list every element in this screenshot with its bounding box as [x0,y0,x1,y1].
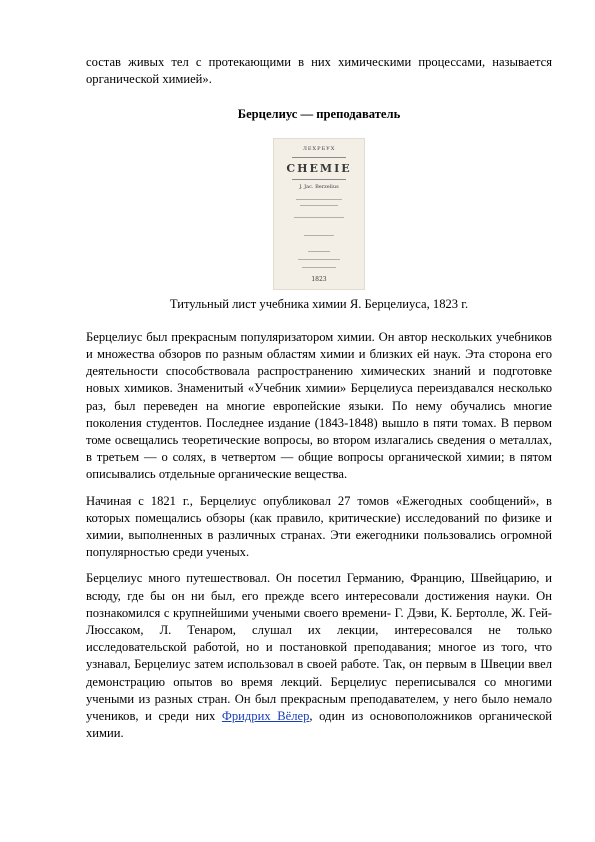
figure-title-small: ЛЕХРБУХ [302,145,336,152]
figure-text-line [308,251,330,252]
spacer [86,88,552,106]
figure-text-line [300,205,338,206]
figure-text-line [298,259,340,260]
paragraph-3-text: Берцелиус много путешествовал. Он посетил Германию, Францию, Швейцарию, и всюду, где бы он ни был, его прежде всего интересовали достижения науки. Он познакомился с крупнейшими учеными своего времени- Г. Дэви, К. Бертолле, Ж. Гей-Люссаком, Л. Тенаром, слушал их лекции, интересовался не только исследовательской работой, но и постановкой преподавания; многое из того, что узнавал, Берцелиус затем использовал в своей работе. Так, он первым в Швеции ввел демонстрацию опытов во время лекций. Берцелиус переписывался со многими учеными из разных стран. Он был прекрасным преподавателем, у него было немало учеников, и среди них [86,571,552,724]
figure-text-line [302,267,336,268]
figure-text-line [304,235,334,236]
spacer [86,484,552,493]
figure-author: J. Jac. Berzelius [299,183,339,190]
paragraph-3-tail: , один из основоположников органической химии. [86,709,552,741]
figure-rule [292,179,346,180]
section-heading: Берцелиус — преподаватель [237,107,401,122]
top-paragraph-end: состав живых тел с протекающими в них химическими процессами, называется органической химией». [86,55,552,87]
spacer [86,313,552,329]
figure-text-line [294,217,344,218]
friedrich-wohler-link[interactable]: Фридрих Вёлер [221,709,310,724]
document-page [86,54,552,742]
figure-text-line [296,199,342,200]
figure-caption: Титульный лист учебника химии Я. Берцелиуса, 1823 г. [169,296,469,311]
paragraph-1: Берцелиус был прекрасным популяризатором химии. Он автор нескольких учебников и множества обзоров по разным областям химии и близких ей наук. Эта сторона его деятельности способствовала распространению химических знаний и подготовке новых химиков. Знаменитый «Учебник химии» Берцелиуса переиздавался несколько раз, был переведен на многие европейские языки. По нему обучались многие поколения студентов. Последнее издание (1843-1848) вышло в пяти томах. В первом томе освещались теоретические вопросы, во втором излагались сведения о металлах, в третьем — о солях, в четвертом — общие вопросы органической химии; в пятом описывались отдельные органические вещества. [86,329,552,482]
figure-rule [292,157,346,158]
paragraph-2: Начиная с 1821 г., Берцелиус опубликовал 27 томов «Ежегодных сообщений», в которых помещались обзоры (как правило, критические) исследований по физике и химии, выполненных в различных странах. Эти ежегодники пользовались огромной популярностью среди ученых. [86,493,552,560]
figure-year: 1823 [311,275,327,283]
paragraph-3 [86,570,552,742]
spacer [86,561,552,570]
textbook-title-page-image [273,138,365,290]
figure-title-main: CHEMIE [286,161,352,175]
